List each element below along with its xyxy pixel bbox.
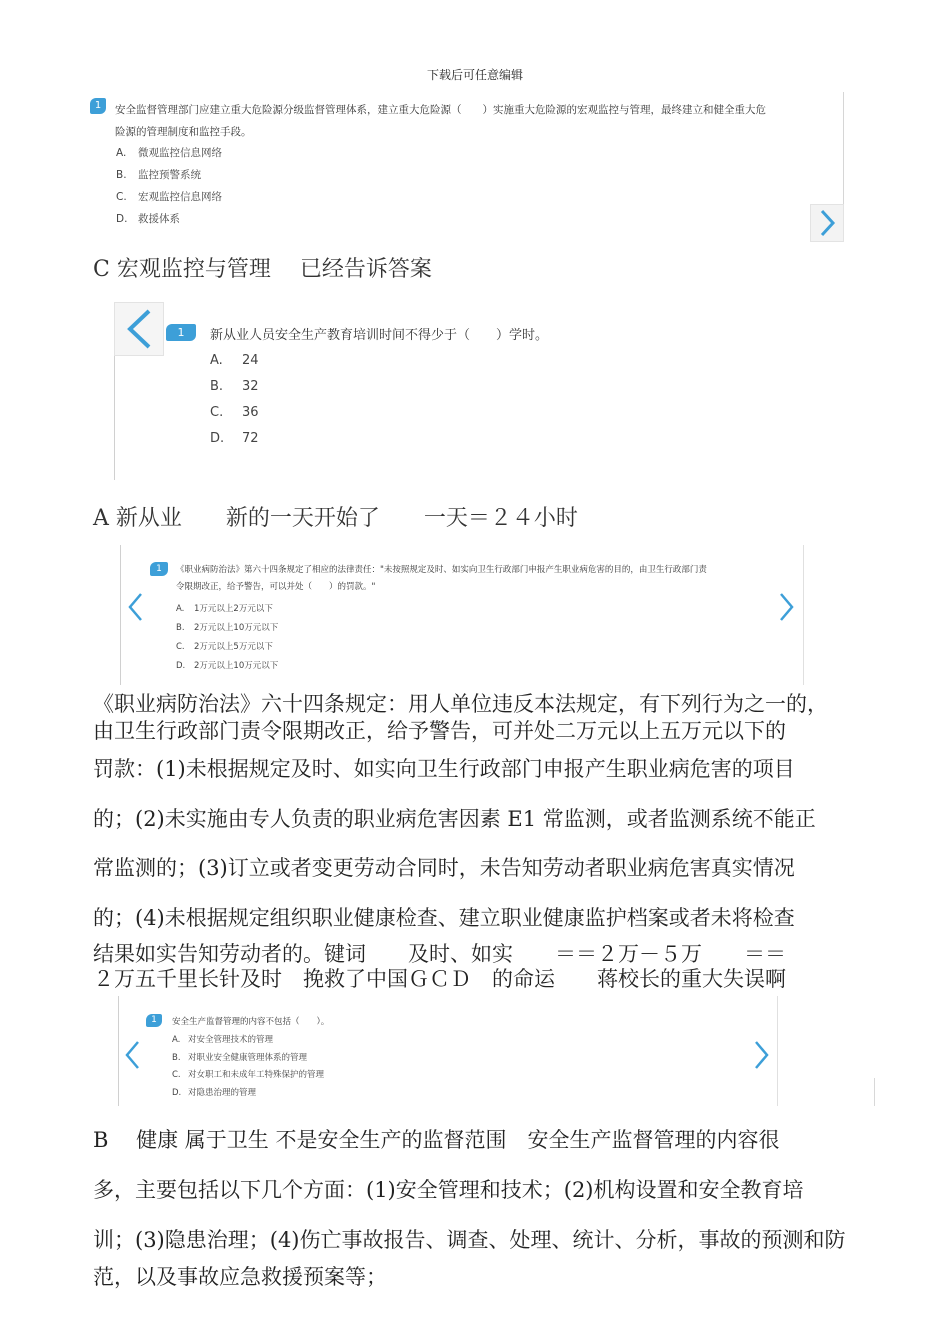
option-b[interactable]: B. 32 <box>210 379 259 394</box>
question-text-line: 《职业病防治法》第六十四条规定了相应的法律责任："未按照规定及时、如实向卫生行政部门申报产生职业病危害的目的，由卫生行政部门责 <box>176 565 707 575</box>
chevron-left-icon <box>123 1040 141 1070</box>
explanation-line: 训；(3)隐患治理；(4)伤亡事故报告、调查、处理、统计、分析，事故的预测和防 <box>93 1228 846 1252</box>
option-c[interactable]: C. 宏观监控信息网络 <box>116 191 222 203</box>
next-button[interactable] <box>750 1038 774 1072</box>
chevron-left-icon <box>126 592 144 622</box>
question-text <box>115 99 815 143</box>
option-d[interactable]: D. 救援体系 <box>116 213 180 225</box>
answer-note-2: A 新从业 新的一天开始了 一天＝２４小时 <box>93 506 578 531</box>
prev-button[interactable] <box>122 589 148 625</box>
question-number-badge: 1 <box>146 1014 162 1027</box>
explanation-line: 多，主要包括以下几个方面：(1)安全管理和技术；(2)机构设置和安全教育培 <box>93 1178 804 1202</box>
question-text-line: 安全监督管理部门应建立重大危险源分级监督管理体系，建立重大危险源（ ）实施重大危险源的宏观监控与管理，最终建立和健全重大危 <box>115 104 766 116</box>
prev-button[interactable] <box>114 302 164 356</box>
chevron-right-icon <box>778 592 796 622</box>
chevron-left-icon <box>123 307 155 351</box>
option-c[interactable]: C. 对女职工和未成年工特殊保护的管理 <box>172 1070 325 1080</box>
explanation-line: 范，以及事故应急救援预案等； <box>93 1265 387 1289</box>
explanation-paragraph-3 <box>93 688 883 993</box>
question-text-line: 险源的管理制度和监控手段。 <box>115 126 252 138</box>
option-a[interactable]: A. 对安全管理技术的管理 <box>172 1035 274 1045</box>
explanation-line: 罚款：(1)未根据规定及时、如实向卫生行政部门申报产生职业病危害的项目 <box>93 757 795 781</box>
explanation-line: 由卫生行政部门责令限期改正，给予警告，可并处二万元以上五万元以下的 <box>93 719 786 743</box>
explanation-paragraph-4 <box>93 1124 883 1294</box>
question-text: 新从业人员安全生产教育培训时间不得少于（ ）学时。 <box>210 328 549 343</box>
question-text: 安全生产监督管理的内容不包括（ ）。 <box>172 1017 330 1027</box>
option-b[interactable]: B. 监控预警系统 <box>116 169 201 181</box>
panel-border <box>120 545 121 685</box>
panel-border <box>118 996 119 1106</box>
next-button[interactable] <box>774 589 800 625</box>
panel-border <box>803 545 804 685</box>
question-panel-1 <box>88 92 844 240</box>
answer-note-1: C 宏观监控与管理 已经告诉答案 <box>93 257 432 282</box>
explanation-line: B 健康 属于卫生 不是安全生产的监督范围 安全生产监督管理的内容很 <box>93 1128 780 1152</box>
explanation-line: 常监测的；(3)订立或者变更劳动合同时，未告知劳动者职业病危害真实情况 <box>93 856 795 880</box>
option-d[interactable]: D. 2万元以上10万元以下 <box>176 661 279 671</box>
chevron-right-icon <box>753 1040 771 1070</box>
option-b[interactable]: B. 2万元以上10万元以下 <box>176 623 279 633</box>
header-note: 下载后可任意编辑 <box>426 68 523 82</box>
option-d[interactable]: D. 对隐患治理的管理 <box>172 1088 257 1098</box>
question-text <box>176 562 707 596</box>
panel-edge-mark <box>874 1078 875 1106</box>
question-number-badge: 1 <box>150 562 168 576</box>
option-a[interactable]: A. 24 <box>210 353 259 368</box>
option-c[interactable]: C. 36 <box>210 405 259 420</box>
option-d[interactable]: D. 72 <box>210 431 259 446</box>
option-b[interactable]: B. 对职业安全健康管理体系的管理 <box>172 1053 308 1063</box>
explanation-line: 的；(2)未实施由专人负责的职业病危害因素 E1 常监测，或者监测系统不能正 <box>93 807 816 831</box>
explanation-line: 结果如实告知劳动者的。键词 及时、如实 ＝＝２万－５万 ＝＝ <box>93 942 786 966</box>
question-panel-3 <box>118 545 804 685</box>
question-text-line: 令限期改正，给予警告，可以并处（ ）的罚款。" <box>176 582 376 592</box>
option-a[interactable]: A. 1万元以上2万元以下 <box>176 604 273 614</box>
prev-button[interactable] <box>120 1038 144 1072</box>
explanation-line: 的；(4)未根据规定组织职业健康检查、建立职业健康监护档案或者未将检查 <box>93 906 795 930</box>
explanation-line: 《职业病防治法》六十四条规定：用人单位违反本法规定，有下列行为之一的， <box>93 692 828 716</box>
question-panel-4 <box>116 996 778 1106</box>
question-number-badge: 1 <box>90 98 106 114</box>
option-a[interactable]: A. 微观监控信息网络 <box>116 147 222 159</box>
option-c[interactable]: C. 2万元以上5万元以下 <box>176 642 273 652</box>
question-panel-2 <box>112 302 672 480</box>
question-number-badge: 1 <box>166 324 196 341</box>
chevron-right-icon <box>817 208 837 238</box>
next-button[interactable] <box>810 204 844 242</box>
explanation-line: ２万五千里长针及时 挽救了中国ＧＣＤ 的命运 蒋校长的重大失误啊 <box>93 967 786 991</box>
panel-border <box>777 996 778 1106</box>
